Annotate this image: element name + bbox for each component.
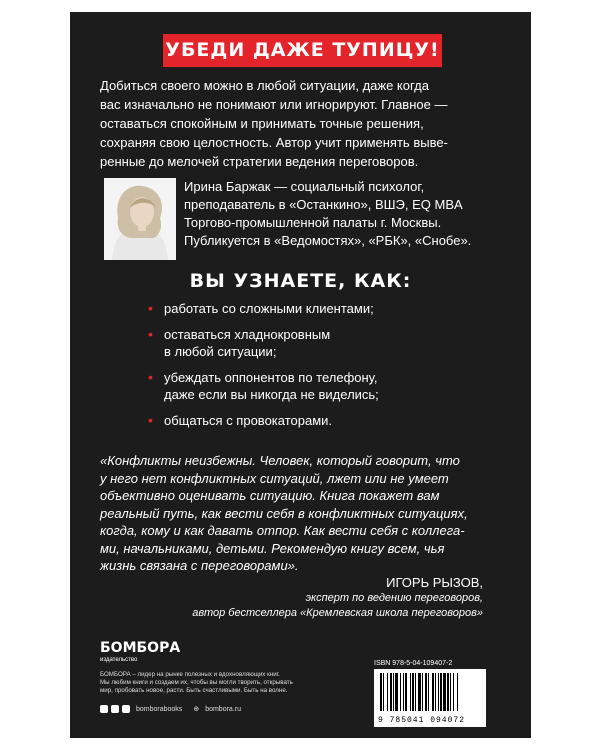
tagline-line: мир, пробовать новое, расти. Быть счастливыми. Быть на волне. [100,687,288,694]
bullet-dot-icon: • [148,300,153,316]
social-row [100,705,249,713]
bullet-line: оставаться хладнокровным [164,327,331,342]
book-back-cover [70,12,531,738]
globe-icon: ⊕ [193,706,200,713]
endorser-credit: автор бестселлера «Кремлевская школа переговоров» [192,607,483,619]
title-banner: УБЕДИ ДАЖЕ ТУПИЦУ! [163,34,442,67]
endorser-name: ИГОРЬ РЫЗОВ, [386,575,483,590]
barcode-number: 9 785041 094072 [378,716,466,725]
author-bio-line: Публикуется в «Ведомостях», «РБК», «Снобе». [184,233,472,248]
endorsement-quote [100,452,515,575]
author-bio-line: Ирина Баржак — социальный психолог, [184,179,425,194]
isbn-label: ISBN 978-5-04-109407-2 [374,660,453,667]
intro-line: ренные до мелочей стратегии ведения переговоров. [100,154,419,169]
author-bio [184,178,514,250]
social-handle: bomborabooks [136,705,183,713]
bullet-dot-icon: • [148,326,153,342]
publisher-logo: БОМБОРА [100,640,181,656]
intro-line: сохраняя свою целостность. Автор учит применять выве- [100,135,448,150]
quote-line: у него нет конфликтных ситуаций, лжет или не умеет [100,470,449,486]
quote-line: «Конфликты неизбежны. Человек, который говорит, что [100,453,460,468]
intro-text [100,76,510,171]
instagram-icon [122,705,130,713]
intro-line: оставаться спокойным и принимать точные решения, [100,116,424,131]
publisher-tagline [100,671,350,695]
quote-line: ми, начальниками, детьми. Рекомендую книгу всем, чья [100,540,445,556]
benefits-list [148,300,488,438]
section-heading: ВЫ УЗНАЕТЕ, КАК: [189,270,412,292]
tagline-line: БОМБОРА – лидер на рынке полезных и вдохновляющих книг. [100,671,280,678]
bullet-dot-icon: • [148,369,153,385]
list-item [148,326,488,360]
intro-line: Добиться своего можно в любой ситуации, даже когда [100,78,429,93]
bullet-dot-icon: • [148,412,153,428]
author-bio-line: Торгово-промышленной палаты г. Москвы. [184,215,442,230]
quote-line: жизнь связана с переговорами». [100,558,299,573]
barcode-icon [374,669,486,715]
bullet-line: в любой ситуации; [164,344,277,359]
intro-line: вас изначально не понимают или игнорируют. Главное — [100,97,448,112]
facebook-icon [100,705,108,713]
quote-line: когда, кому и как давать отпор. Как вести себя с коллега- [100,523,465,538]
bullet-line: убеждать оппонентов по телефону, [164,370,378,385]
vk-icon [111,705,119,713]
list-item [148,300,488,317]
author-bio-line: преподаватель в «Останкино», ВШЭ, EQ MBA [184,197,463,212]
tagline-line: Мы любим книги и создаем их, чтобы вы могли творить, открывать [100,679,293,686]
bullet-line: общаться с провокаторами. [164,413,333,428]
website-link[interactable]: bombora.ru [205,705,241,713]
publisher-subtitle: издательство [100,657,138,663]
barcode [374,669,486,727]
author-portrait-icon [104,178,176,260]
bullet-line: работать со сложными клиентами; [164,301,374,316]
list-item [148,369,488,403]
author-photo [104,178,176,260]
quote-line: объективно оценивать ситуацию. Книга покажет вам [100,488,440,503]
endorser-title: эксперт по ведению переговоров, [305,592,483,604]
list-item [148,412,488,429]
quote-line: реальный путь, как вести себя в конфликтных ситуациях, [100,505,468,521]
bullet-line: даже если вы никогда не виделись; [164,387,379,402]
